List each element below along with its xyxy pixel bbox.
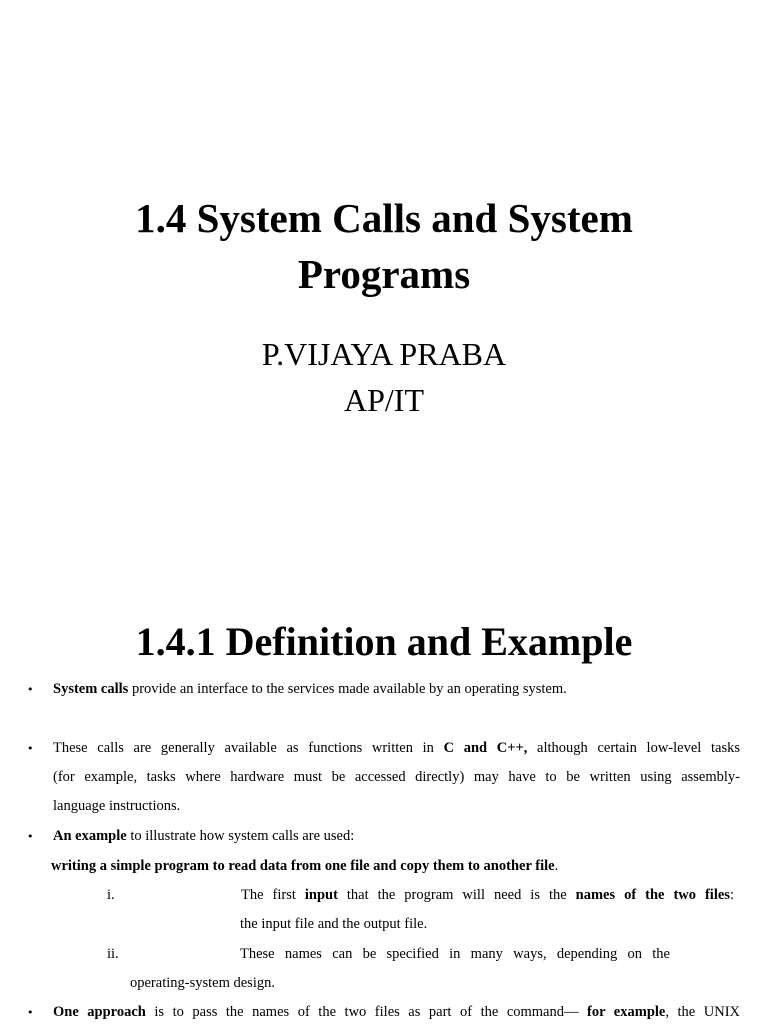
section-title: 1.4.1 Definition and Example (135, 619, 633, 664)
bullet-2-line-1-a: These calls are generally available as functions written in (53, 740, 444, 756)
item-ii-number: ii. (107, 946, 119, 962)
bullet-marker: • (27, 742, 34, 755)
item-i-bold-1: input (304, 887, 338, 903)
item-i-c: : (729, 887, 734, 903)
bullet-3-subline (51, 858, 558, 875)
title-line-1: 1.4 System Calls and System (135, 195, 633, 241)
bullet-2-bold: C and C++, (443, 740, 528, 756)
bullet-3-rest: to illustrate how system calls are used: (126, 828, 355, 844)
item-i-b: that the program will need is the (337, 887, 576, 903)
bullet-2-line-3: language instructions. (53, 798, 181, 814)
bullet-2-line-1 (53, 740, 740, 757)
bullet-1-rest: provide an interface to the services made available by an operating system. (128, 681, 567, 697)
bullet-marker: • (27, 683, 34, 696)
bullet-marker: • (27, 830, 34, 843)
item-i-bold-2: names of the two files (575, 887, 730, 903)
item-i-number: i. (107, 887, 115, 903)
author-name: P.VIJAYA PRABA (261, 336, 507, 372)
item-i-a: The first (241, 887, 305, 903)
bullet-4-b: , the UNIX (665, 1004, 740, 1020)
bullet-1-bold: System calls (53, 681, 129, 697)
bullet-2-line-2: (for example, tasks where hardware must be accessed directly) may have to be written using assembly- (53, 769, 740, 785)
bullet-2-line-1-b: although certain low-level tasks (527, 740, 740, 756)
bullet-4-bold-1: One approach (53, 1004, 146, 1020)
author-block (0, 331, 768, 423)
title-line-2: Programs (297, 251, 471, 297)
bullet-4-bold-2: for example (587, 1004, 666, 1020)
bullet-4-text (53, 1004, 740, 1021)
item-i-line-2: the input file and the output file. (240, 916, 428, 932)
bullet-4-a: is to pass the names of the two files as part of the command— (145, 1004, 588, 1020)
bullet-marker: • (27, 1006, 34, 1019)
item-ii-line-1: These names can be specified in many ways, depending on the (240, 946, 670, 962)
bullet-3-sub-rest: . (554, 858, 559, 874)
item-ii-line-2: operating-system design. (130, 975, 275, 991)
bullet-3-bold: An example (53, 828, 127, 844)
author-designation: AP/IT (344, 382, 424, 418)
item-i-line-1 (241, 887, 734, 904)
bullet-1-text (53, 681, 567, 698)
slide-title (0, 190, 768, 302)
bullet-3-sub-bold: writing a simple program to read data from one file and copy them to another file (51, 858, 555, 874)
bullet-3-text (53, 828, 354, 845)
